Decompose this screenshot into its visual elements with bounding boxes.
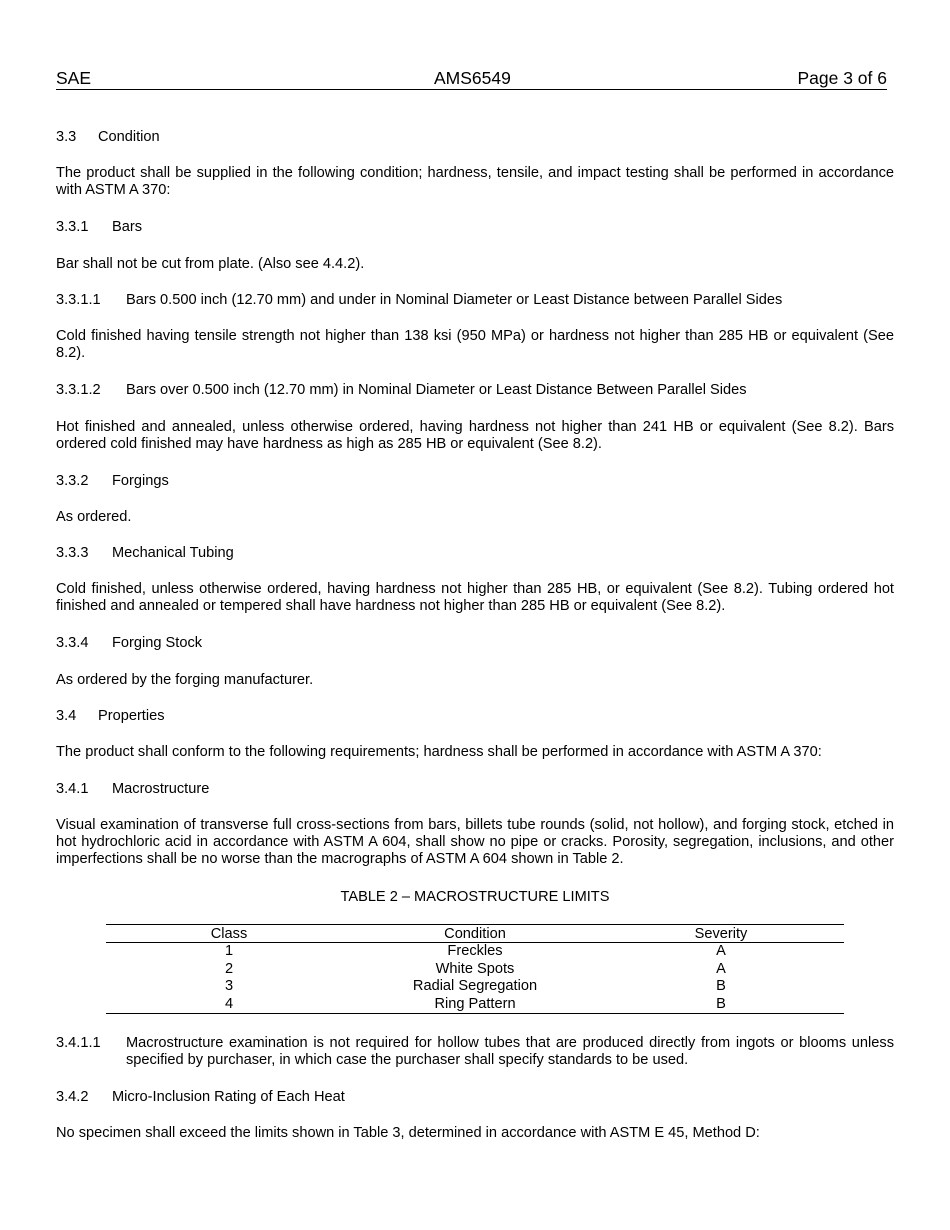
para-3-3-3: Cold finished, unless otherwise ordered, having hardness not higher than 285 HB, or equivalent (See 8.2). Tubing ordered hot finished and annealed or tempered shall have hardness not higher than 285 HB or equivalent (See 8.2).	[56, 581, 894, 614]
cell-class: 3	[224, 978, 234, 994]
heading-3-3-1: 3.3.1 Bars	[56, 219, 143, 235]
macrostructure-limits-table	[106, 924, 844, 1014]
para-3-3-1-2: Hot finished and annealed, unless otherwise ordered, having hardness not higher than 241 HB or equivalent (See 8.2). Bars ordered cold finished may have hardness as high as 285 HB or equivalent (See 8.2).	[56, 419, 894, 452]
heading-3-3-1-2: 3.3.1.2 Bars over 0.500 inch (12.70 mm) in Nominal Diameter or Least Distance Between Parallel Sides	[56, 382, 747, 398]
heading-3-3-3: 3.3.3 Mechanical Tubing	[56, 545, 234, 561]
cell-severity: B	[716, 978, 726, 994]
col-header-severity: Severity	[598, 925, 844, 943]
cell-condition: White Spots	[435, 960, 515, 977]
cell-severity: B	[598, 996, 844, 1014]
para-3-3-4: As ordered by the forging manufacturer.	[56, 672, 314, 688]
heading-3-3: 3.3 Condition	[56, 129, 160, 145]
para-3-4-1: Visual examination of transverse full cross-sections from bars, billets tube rounds (solid, not hollow), and forging stock, etched in hot hydrochloric acid in accordance with ASTM A 604, shall show no pipe or cracks. Porosity, segregation, inclusions, and other imperfections shall be no worse than the macrographs of ASTM A 604 shown in Table 2.	[56, 817, 894, 867]
page-header	[56, 67, 887, 90]
para-3-4: The product shall conform to the following requirements; hardness shall be performed in accordance with ASTM A 370:	[56, 744, 822, 760]
heading-3-3-1-1: 3.3.1.1 Bars 0.500 inch (12.70 mm) and under in Nominal Diameter or Least Distance between Parallel Sides	[56, 292, 783, 308]
cell-severity: A	[716, 960, 726, 977]
table-2-caption: TABLE 2 – MACROSTRUCTURE LIMITS	[340, 889, 610, 905]
heading-3-3-2: 3.3.2 Forgings	[56, 473, 169, 489]
heading-3-3-4: 3.3.4 Forging Stock	[56, 635, 203, 651]
table-row	[106, 996, 844, 1014]
table-row	[106, 978, 844, 996]
para-3-4-2: No specimen shall exceed the limits shown in Table 3, determined in accordance with ASTM E 45, Method D:	[56, 1125, 760, 1141]
heading-3-4: 3.4 Properties	[56, 708, 165, 724]
table-header-row	[106, 925, 844, 943]
table-row	[106, 961, 844, 979]
para-3-3-2: As ordered.	[56, 509, 132, 525]
para-3-4-1-1: Macrostructure examination is not required for hollow tubes that are produced directly from ingots or blooms unless specified by purchaser, in which case the purchaser shall specify standards to be used.	[126, 1035, 894, 1068]
header-org: SAE	[56, 68, 92, 88]
cell-severity: A	[716, 943, 726, 959]
para-3-3-1: Bar shall not be cut from plate. (Also see 4.4.2).	[56, 256, 365, 272]
table-row	[106, 943, 844, 961]
col-header-class: Class	[106, 925, 352, 943]
cell-condition: Ring Pattern	[352, 996, 598, 1014]
col-header-condition: Condition	[352, 925, 598, 943]
heading-3-4-2: 3.4.2 Micro-Inclusion Rating of Each Heat	[56, 1089, 345, 1105]
cell-class: 1	[224, 943, 234, 959]
cell-condition: Radial Segregation	[412, 978, 538, 994]
header-doc-id: AMS6549	[434, 68, 511, 88]
header-page-number: Page 3 of 6	[797, 68, 887, 88]
cell-class: 2	[224, 960, 234, 977]
cell-class: 4	[106, 996, 352, 1014]
para-3-3-1-1: Cold finished having tensile strength not higher than 138 ksi (950 MPa) or hardness not higher than 285 HB or equivalent (See 8.2).	[56, 328, 894, 361]
heading-3-4-1-1: 3.4.1.1	[56, 1035, 101, 1051]
cell-condition: Freckles	[447, 943, 503, 959]
para-3-3: The product shall be supplied in the following condition; hardness, tensile, and impact testing shall be performed in accordance with ASTM A 370:	[56, 165, 894, 198]
heading-3-4-1: 3.4.1 Macrostructure	[56, 781, 210, 797]
